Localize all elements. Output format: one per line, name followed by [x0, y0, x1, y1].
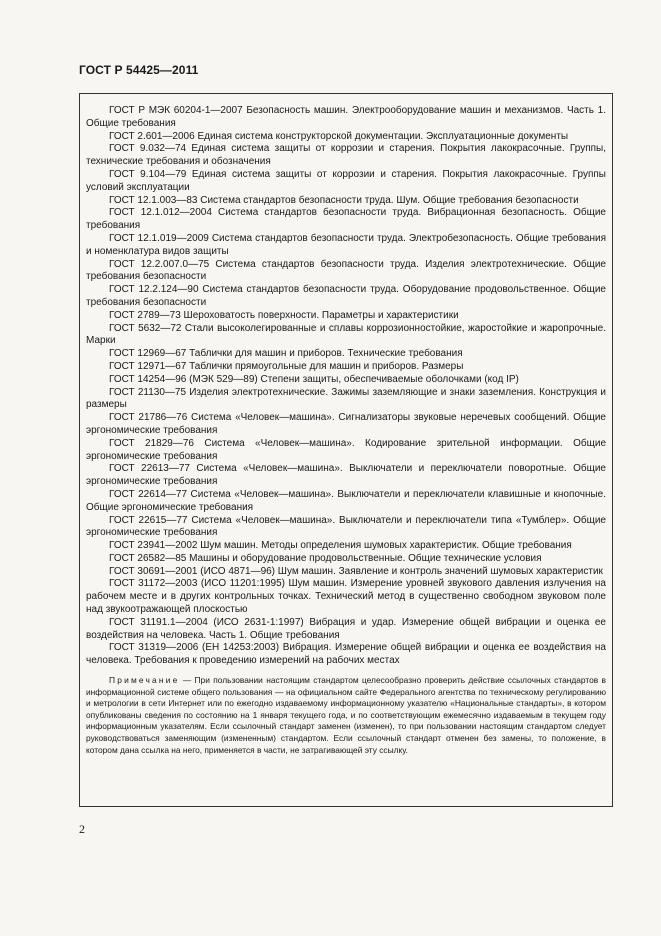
reference-item: ГОСТ 12.1.003—83 Система стандартов безопасности труда. Шум. Общие требования безопасности [109, 194, 579, 206]
page-number: 2 [79, 822, 85, 836]
reference-item: ГОСТ 12971—67 Таблички прямоугольные для машин и приборов. Размеры [109, 360, 464, 372]
note-text: — При пользовании настоящим стандартом целесообразно проверить действие ссылочных стандартов в информационной системе общего пользования — на официальном сайте Федерального агентства по техническому регулированию и метрологии в сети Интернет или по ежегодно издаваемому информационному указателю «Национальные стандарты», в котором опубликованы сведения по состоянию на 1 января текущего года, и по соответствующим ежемесячно издаваемым в текущем году информационным указателям. Если ссылочный стандарт заменен (изменен), то при пользовании настоящим стандартом следует руководствоваться заменяющим (измененным) стандартом. Если ссылочный стандарт отменен без замены, то положение, в котором дана ссылка на него, применяется в части, не затрагивающей эту ссылку. [86, 675, 606, 755]
reference-list [86, 105, 606, 668]
reference-item: ГОСТ 31191.1—2004 (ИСО 2631-1:1997) Вибрация и удар. Измерение общей вибрации и оценка ее воздействия на человека. Часть 1. Общие требования [86, 616, 606, 641]
reference-item: ГОСТ 21130—75 Изделия электротехнические. Зажимы заземляющие и знаки заземления. Конструкция и размеры [86, 386, 606, 411]
reference-item: ГОСТ 2789—73 Шероховатость поверхности. Параметры и характеристики [109, 309, 459, 321]
reference-item: ГОСТ 9.104—79 Единая система защиты от коррозии и старения. Покрытия лакокрасочные. Группы условий эксплуатации [86, 168, 606, 193]
reference-item: ГОСТ 31319—2006 (ЕН 14253:2003) Вибрация. Измерение общей вибрации и оценка ее воздействия на человека. Требования к проведению измерений на рабочих местах [86, 642, 606, 667]
reference-item: ГОСТ 14254—96 (МЭК 529—89) Степени защиты, обеспечиваемые оболочками (код IP) [109, 373, 519, 385]
document-code-header: ГОСТ Р 54425—2011 [79, 63, 199, 77]
reference-item: ГОСТ 30691—2001 (ИСО 4871—96) Шум машин. Заявление и контроль значений шумовых характеристик [109, 565, 603, 577]
reference-item: ГОСТ 31172—2003 (ИСО 11201:1995) Шум машин. Измерение уровней звукового давления излучения на рабочем месте и в других контрольных точках. Технический метод в существенно свободном звуковом поле над звукоотражающей плоскостью [86, 578, 606, 616]
reference-item: ГОСТ 12.1.012—2004 Система стандартов безопасности труда. Вибрационная безопасность. Общие требования [86, 207, 606, 232]
reference-item: ГОСТ 22613—77 Система «Человек—машина». Выключатели и переключатели поворотные. Общие эргономические требования [86, 463, 606, 488]
normative-references-frame [79, 93, 613, 807]
reference-item: ГОСТ 21829—76 Система «Человек—машина». Кодирование зрительной информации. Общие эргономические требования [86, 437, 606, 462]
note-lead: Примечание [109, 675, 180, 686]
reference-item: ГОСТ 2.601—2006 Единая система конструкторской документации. Эксплуатационные документы [109, 130, 569, 142]
reference-item: ГОСТ 12969—67 Таблички для машин и приборов. Технические требования [109, 348, 463, 360]
reference-item: ГОСТ 26582—85 Машины и оборудование продовольственные. Общие технические условия [109, 552, 542, 564]
reference-note [86, 675, 606, 756]
reference-item: ГОСТ 12.1.019—2009 Система стандартов безопасности труда. Электробезопасность. Общие требования и номенклатура видов защиты [86, 232, 606, 257]
reference-item: ГОСТ 22614—77 Система «Человек—машина». Выключатели и переключатели клавишные и кнопочные. Общие эргономические требования [86, 488, 606, 513]
reference-item: ГОСТ 21786—76 Система «Человек—машина». Сигнализаторы звуковые неречевых сообщений. Общие эргономические требования [86, 412, 606, 436]
reference-item: ГОСТ 23941—2002 Шум машин. Методы определения шумовых характеристик. Общие требования [109, 540, 572, 552]
reference-item: ГОСТ 5632—72 Стали высоколегированные и сплавы коррозионностойкие, жаростойкие и жаропрочные. Марки [86, 322, 606, 347]
reference-item: ГОСТ 9.032—74 Единая система защиты от коррозии и старения. Покрытия лакокрасочные. Группы, технические требования и обозначения [86, 143, 606, 168]
reference-item: ГОСТ 22615—77 Система «Человек—машина». Выключатели и переключатели типа «Тумблер». Общие эргономические требования [86, 514, 606, 539]
reference-item: ГОСТ Р МЭК 60204-1—2007 Безопасность машин. Электрооборудование машин и механизмов. Часть 1. Общие требования [86, 105, 606, 129]
reference-item: ГОСТ 12.2.007.0—75 Система стандартов безопасности труда. Изделия электротехнические. Общие требования безопасности [86, 258, 606, 283]
reference-item: ГОСТ 12.2.124—90 Система стандартов безопасности труда. Оборудование продовольственное. Общие требования безопасности [86, 284, 606, 308]
